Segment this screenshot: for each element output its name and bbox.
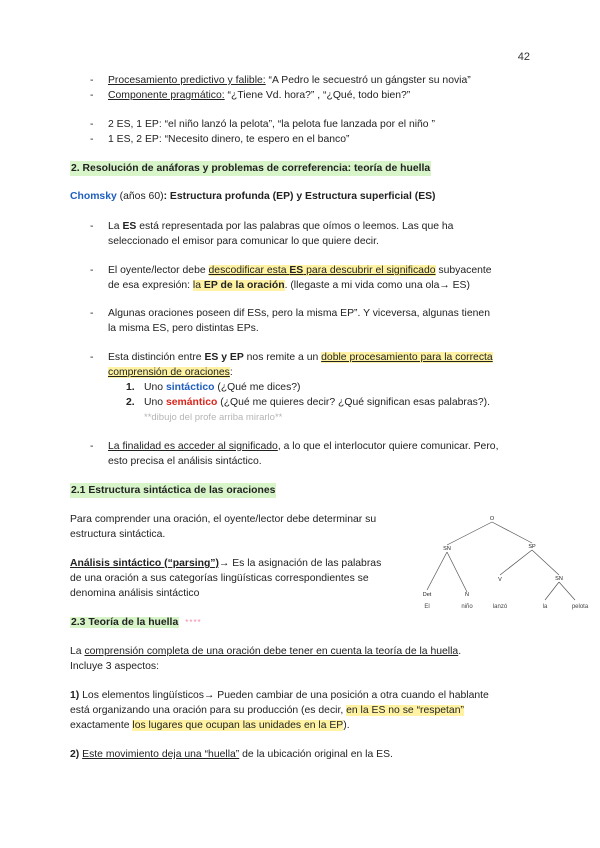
bullet-dash: - [90,265,94,276]
tree-word: niño [461,604,473,610]
syntax-tree-diagram [415,510,600,615]
text: La [70,646,85,657]
section-heading: 2.1 Estructura sintáctica de las oraciones [71,485,276,496]
bullet-dash: - [90,90,94,101]
text: La finalidad es acceder al significado [108,441,278,452]
num: 2) [70,749,80,760]
text: descodificar esta [208,265,290,276]
text: ES [289,265,304,276]
list-item-cont [108,365,528,380]
chomsky-years: (años 60) [116,191,164,202]
text: nos remite a un [243,352,322,363]
item-label: Componente pragmático: [108,90,225,101]
list-item [108,263,528,278]
text: ES [122,221,137,232]
text: comprensión completa de una oración debe tener en cuenta la teoría de la huella [84,646,459,657]
text: ES y EP [204,352,244,363]
list-item: 2 ES, 1 EP: “el niño lanzó la pelota”, “la pelota fue lanzada por el niño ” [108,119,435,130]
paragraph-cont: denomina análisis sintáctico [70,588,200,599]
page-number: 42 [517,51,530,63]
tree-np2: SN [555,576,563,582]
structures-title: : Estructura profunda (EP) y Estructura superficial (ES) [163,191,436,202]
text: está representada por las palabras que oímos o leemos. Las que ha [136,221,454,232]
text: (¿Qué me quieres decir? ¿Qué significan esas palabras?). [217,397,490,408]
tree-det: Det [422,592,432,598]
numbered-item [126,395,135,410]
text: semántico [165,397,218,408]
bullet-dash: - [90,119,94,130]
paragraph-cont [70,718,530,733]
paragraph [70,688,530,703]
bullet-dash: - [90,134,94,145]
text: . (llegaste a mi vida como una ola→ ES) [284,280,470,291]
paragraph [70,556,410,571]
tree-n: N [465,592,469,598]
numbered-item-text [144,395,490,410]
section-heading-row [70,615,202,630]
section-heading: 2. Resolución de anáforas y problemas de correferencia: teoría de huella [71,163,431,174]
note: **dibujo del profe arriba mirarlo** [144,412,283,423]
text: Uno [144,397,166,408]
text: exactamente [70,720,133,731]
list-item [108,350,528,365]
tree-root: O [489,516,495,522]
text: sintáctico [165,382,215,393]
tree-v: V [498,577,502,583]
bullet-dash: - [90,221,94,232]
list-item-cont: seleccionado el emisor para comunicar lo que quiere decir. [108,236,379,247]
text: . [458,646,462,657]
text: en la ES no se “respetan” [346,705,464,716]
numbered-item [126,380,135,395]
item-label: Procesamiento predictivo y falible: [108,75,266,86]
tree-word: pelota [571,604,589,610]
list-item-cont: esto precisa el análisis sintáctico. [108,456,262,467]
text: de la ubicación original en la ES. [239,749,393,760]
text: de esa expresión: [108,280,193,291]
item-text: “¿Tiene Vd. hora?” , “¿Qué, todo bien?” [224,90,411,101]
list-item-cont: la misma ES, pero distintas EPs. [108,323,259,334]
list-item: Algunas oraciones poseen dif ESs, pero la misma EP”. Y viceversa, algunas tienen [108,308,490,319]
paragraph: Para comprender una oración, el oyente/lector debe determinar su [70,514,377,525]
text: Este movimiento deja una “huella” [82,749,240,760]
num: 1) [70,690,80,701]
text: doble procesamiento para la correcta [321,352,493,363]
bullet-dash: - [90,441,94,452]
bullet-dash: - [90,352,94,363]
text: La [108,221,123,232]
stars: **** [185,618,202,627]
chomsky-line [70,189,530,204]
text: para descubrir el significado [303,265,436,276]
text: EP de la oración [203,280,285,291]
bullet-dash: - [90,308,94,319]
text: comprensión de oraciones [108,367,230,378]
text: → Es la asignación de las palabras [218,558,382,569]
paragraph [70,644,530,659]
text: , a lo que el interlocutor quiere comunicar. Pero, [277,441,499,452]
text: está organizando una oración para su producción (es decir, [70,705,347,716]
text: subyacente [435,265,492,276]
paragraph-cont: de una oración a sus categorías lingüísticas correspondientes se [70,573,369,584]
tree-word: la [542,604,548,610]
section-heading: 2.3 Teoría de la huella [71,617,179,628]
numbered-item-text [144,380,301,395]
text: Los elementos lingüísticos→ Pueden cambiar de una posición a otra cuando el hablante [79,690,489,701]
paragraph-cont: Incluye 3 aspectos: [70,661,159,672]
tree-vp: SP [528,544,536,550]
paragraph-cont: estructura sintáctica. [70,529,166,540]
paragraph-cont [70,703,530,718]
list-item [108,439,528,454]
text: la [192,280,204,291]
bullet-dash: - [90,75,94,86]
text: Uno [144,382,166,393]
item-text: “A Pedro le secuestró un gángster su novia” [265,75,471,86]
list-item [108,88,528,103]
tree-np: SN [443,546,451,552]
num: 1. [126,382,135,393]
text: ). [343,720,350,731]
chomsky-name: Chomsky [70,191,117,202]
list-item [108,219,528,234]
text: : [229,367,233,378]
list-item-cont [108,278,528,293]
paragraph [70,747,530,762]
text: (¿Qué me dices?) [214,382,301,393]
tree-word: lanzó [492,604,508,610]
text: Análisis sintáctico (“parsing”) [70,558,219,569]
list-item [108,73,528,88]
tree-word: El [424,604,430,610]
text: El oyente/lector debe [108,265,209,276]
list-item: 1 ES, 2 EP: “Necesito dinero, te espero en el banco” [108,134,350,145]
text: Esta distinción entre [108,352,205,363]
num: 2. [126,397,135,408]
text: los lugares que ocupan las unidades en la EP [132,720,344,731]
